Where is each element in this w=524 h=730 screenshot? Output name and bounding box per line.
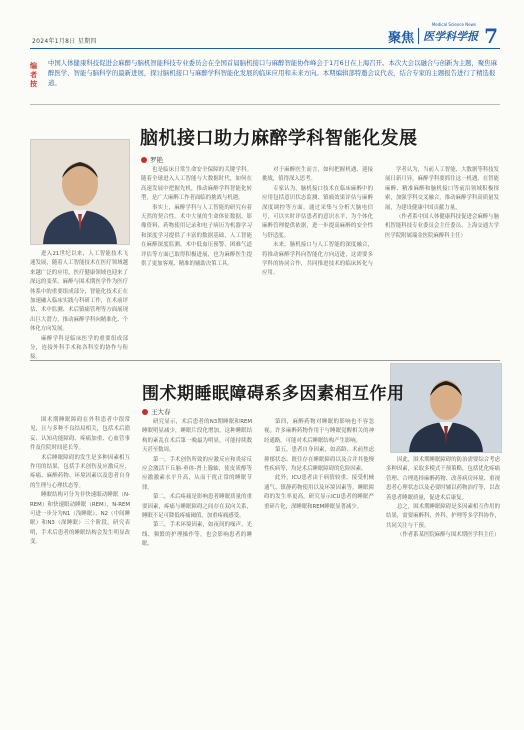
section-name: 聚焦 (388, 30, 415, 46)
article2-column-4: 因此，围术期睡眠障碍的防治需要综合考虑多种因素，采取多模式干预策略，包括优化疼痛管理、合理选择麻醉药物、改善病房环境、重视患者心理状态以及必要时辅以药物治疗等，以改善患者睡眠质量，促进术后康复。 总之，围术期睡眠障碍是多因素相互作用的结果，需要麻醉科、外科、护理等多学科协作，共同关注与干预。 （作者系某医院麻醉与围术期医学科主任） (386, 457, 500, 539)
article1-column-2: 也是临床日常生命安全保障的关键学科。随着全球进入人工智能与大数据时代，如何在高速发展中把握先机，推动麻醉学科智能化转型，是广大麻醉工作者面临的挑战与机遇。 事实上，麻醉学科与人工智能的研究有着天然的契合性。术中大量的生命体征数据、影像资料、药物使用记录和电子病历为机器学习和深度学习提供了丰富的数据基础，人工智能在麻醉深度监测、术中低血压预警、困难气道评估等方面已取得积极进展，也为麻醉医生提供了更加客观、精准的辅助决策工具。 (141, 167, 252, 268)
article2-column-1: 围术期睡眠障碍在外科患者中很常见，且与多种不良结局相关，包括术后谵妄、认知功能障碍、疼痛加重、心血管事件及住院时间延长等。 术后睡眠障碍的发生是多种因素相互作用的结果，包括手术创伤及应激反应、疼痛、麻醉药物、环境因素以及患者自身的生理与心理状态等。 睡眠结构可分为非快速眼动睡眠（N-REM）和快速眼动睡眠（REM），N-REM可进一步分为N1（浅睡眠）、N2（中间睡眠）和N3（深睡眠）三个阶段。研究表明，手术后患者的睡眠结构会发生明显改变。 (30, 417, 130, 546)
article1-title: 脑机接口助力麻醉学科智能化发展 (140, 128, 418, 149)
byline-dot-icon (142, 409, 148, 415)
article2-author-portrait (390, 363, 502, 453)
article2-column-3: 第四，麻醉药物对睡眠的影响也不容忽视。许多麻醉药物作用于与睡眠觉醒相关的神经通路，可能对术后睡眠结构产生影响。 第五，患者自身因素，如高龄、术前焦虑抑郁状态、既往存在睡眠障碍以及合并其他慢性疾病等，均是术后睡眠障碍的危险因素。 此外，ICU患者由于病情较重、接受机械通气、镇静药物使用以及环境因素等，睡眠障碍的发生率更高，研究显示ICU患者的睡眠严重碎片化，深睡眠和REM睡眠显著减少。 (264, 419, 374, 510)
article-divider (30, 360, 500, 361)
byline-dot-icon (141, 157, 147, 163)
page-number: 7 (484, 24, 498, 48)
article2-author: 王大春 (151, 408, 171, 416)
masthead-brand (388, 24, 498, 48)
article1-column-3: 对于麻醉医生而言，如何把握机遇、迎接挑战，值得深入思考。 专家认为，脑机接口技术在临床麻醉中的应用包括意识状态监测、镇痛效果评估与麻醉深度调控等方面。通过采集与分析大脑电信号，可以实时评估患者的意识水平，为个体化麻醉管理提供依据，进一步提高麻醉的安全性与舒适度。 未来，脑机接口与人工智能的深度融合，将推动麻醉学科向智能化方向迈进，这需要多学科的协同合作，共同推进技术的临床转化与应用。 (262, 167, 373, 277)
article1-column-1: 进入21世纪以来，人工智能技术飞速发展，随着人工智能技术在医疗领域越来越广泛的应用，医疗健康领域也迎来了深远的变革。麻醉与围术期医学作为医疗体系中的重要组成部分，智能化技术正在加速融入临床实践与科研工作，在术前评估、术中监测、术后镇痛管理等方面展现出巨大潜力，推动麻醉学科向精准化、个体化方向发展。 麻醉学科是临床医学的重要组成部分，连接外科手术和各科室的协作与衔接。 (30, 251, 128, 361)
editor-note (30, 56, 500, 96)
article1-author: 罗艳 (150, 156, 163, 164)
editor-note-label: 编者按 (30, 62, 37, 88)
paper-name-en: Medical Science News (431, 22, 476, 27)
masthead-divider (418, 28, 419, 44)
article2-column-2: 研究显示，术后患者的N3期睡眠和REM睡眠明显减少，睡眠片段化增加，这种睡眠结构的紊乱在术后第一晚最为明显，可能持续数天甚至数周。 第一，手术创伤所致的应激反应和炎症反应会激活下丘脑-垂体-肾上腺轴，使皮质醇等应激激素水平升高，从而干扰正常的睡眠节律。 第二，术后疼痛是影响患者睡眠质量的重要因素，疼痛与睡眠障碍之间存在双向关系，睡眠不足可降低疼痛阈值，加重疼痛感受。 第三，手术环境因素，如夜间的噪声、光线、频繁的护理操作等，也会影响患者的睡眠。 (142, 419, 252, 548)
editor-note-text: 中国人体健康科技促进会麻醉与脑机智能科技专业委员会在全国首届脑机接口与麻醉智能协作峰会于1月6日在上海召开。本次大会以融合与创新为主题，聚焦麻醉医学、智能与脑科学的最新进展，探讨脑机接口与麻醉学科智能化发展的临床应用和未来方向。本期编辑部特邀会议代表，结合专家的主题报告进行了精选报道。 (48, 59, 498, 87)
masthead (30, 22, 500, 49)
article2-byline (142, 407, 171, 416)
article1-byline (141, 155, 163, 164)
article1-author-portrait (30, 139, 130, 245)
section-rule (30, 104, 500, 105)
issue-date: 2024年1月8日 星期四 (32, 38, 97, 45)
article2-title: 围术期睡眠障碍系多因素相互作用 (142, 384, 405, 404)
paper-name: 医学科学报 (423, 30, 479, 43)
article1-column-4: 学者认为，当前人工智能、大数据等科技发展日新月异，麻醉学科要抓住这一机遇，在智能麻醉、精准麻醉和脑机接口等前沿领域积极探索，加强学科交叉融合，推动麻醉学科高质量发展，为建设健康中国贡献力量。 （作者系中国人体健康科技促进会麻醉与脑机智能科技专业委员会主任委员、上海交通大学医学院附属瑞金医院麻醉科主任） (385, 167, 499, 239)
